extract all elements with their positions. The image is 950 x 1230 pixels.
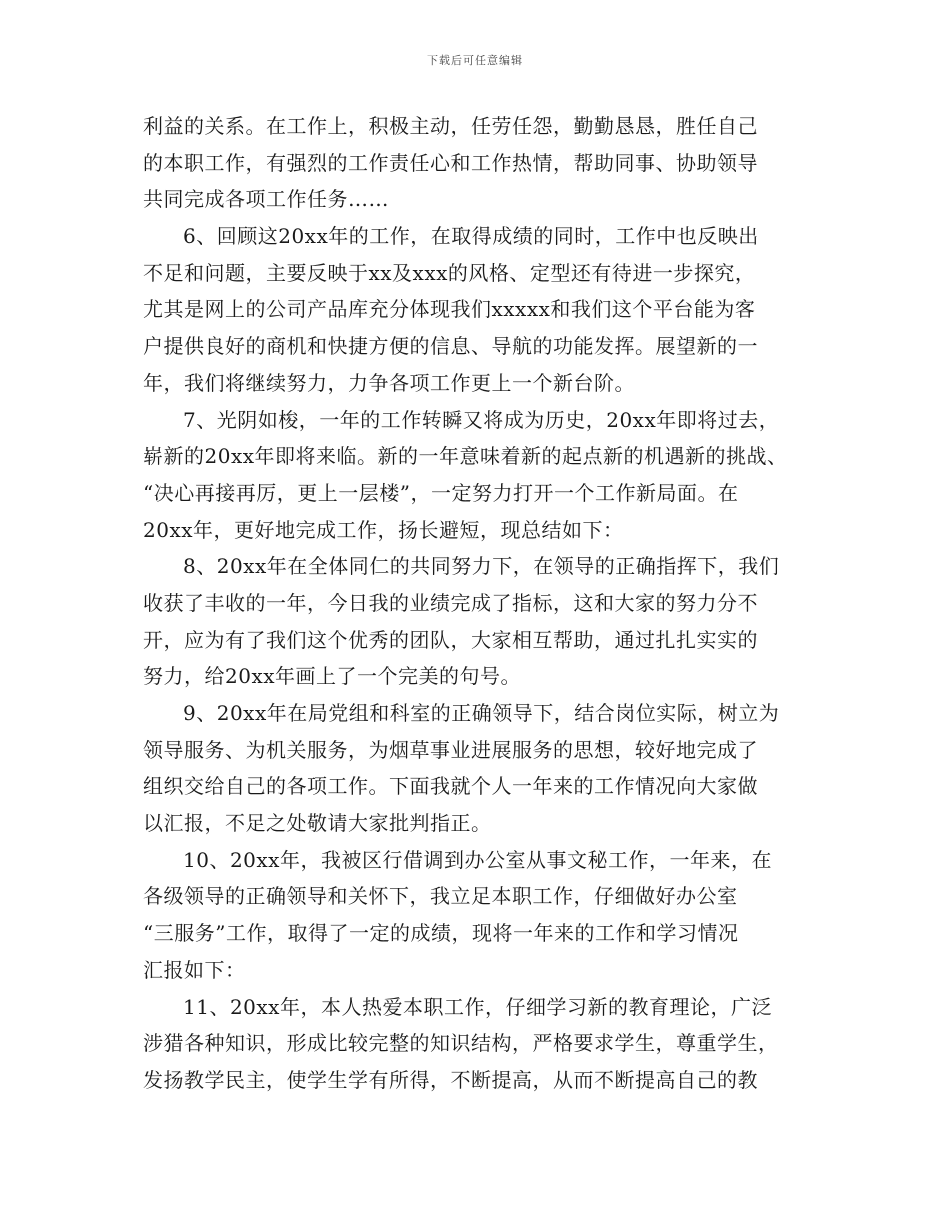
text-line: 不足和问题，主要反映于xx及xxx的风格、定型还有待进一步探究， xyxy=(143,260,756,285)
text-line: “决心再接再厉，更上一层楼”，一定努力打开一个工作新局面。在 xyxy=(143,480,739,505)
text-line: 崭新的20xx年即将来临。新的一年意味着新的起点新的机遇新的挑战、 xyxy=(143,444,788,469)
text-line: 户提供良好的商机和快捷方便的信息、导航的功能发挥。展望新的一 xyxy=(143,334,758,359)
text-line: 8、20xx年在全体同仁的共同努力下，在领导的正确指挥下，我们 xyxy=(183,554,780,579)
text-line: 11、20xx年，本人热爱本职工作，仔细学习新的教育理论，广泛 xyxy=(183,994,772,1019)
text-line: 6、回顾这20xx年的工作，在取得成绩的同时，工作中也反映出 xyxy=(183,224,759,249)
text-line: 汇报如下： xyxy=(143,957,246,982)
text-line: 各级领导的正确领导和关怀下，我立足本职工作，仔细做好办公室 xyxy=(143,884,738,909)
text-line: 收获了丰收的一年，今日我的业绩完成了指标，这和大家的努力分不 xyxy=(143,590,758,615)
page-header: 下载后可任意编辑 xyxy=(427,54,523,67)
text-line: 尤其是网上的公司产品库充分体现我们xxxxx和我们这个平台能为客 xyxy=(143,297,756,322)
text-line: 涉猎各种知识，形成比较完整的知识结构，严格要求学生，尊重学生， xyxy=(143,1031,779,1056)
text-line: 7、光阴如梭，一年的工作转瞬又将成为历史，20xx年即将过去， xyxy=(183,407,780,432)
text-line: 发扬教学民主，使学生学有所得，不断提高，从而不断提高自己的教 xyxy=(143,1067,758,1092)
text-line: 以汇报，不足之处敬请大家批判指正。 xyxy=(143,811,492,836)
text-line: 年，我们将继续努力，力争各项工作更上一个新台阶。 xyxy=(143,370,635,395)
text-line: 组织交给自己的各项工作。下面我就个人一年来的工作情况向大家做 xyxy=(143,774,758,799)
text-line: 领导服务、为机关服务，为烟草事业进展服务的思想，较好地完成了 xyxy=(143,737,758,762)
text-line: 开，应为有了我们这个优秀的团队，大家相互帮助，通过扎扎实实的 xyxy=(143,627,758,652)
text-line: 10、20xx年，我被区行借调到办公室从事文秘工作，一年来，在 xyxy=(183,847,772,872)
text-line: 共同完成各项工作任务…… xyxy=(143,187,389,212)
text-line: 努力，给20xx年画上了一个完美的句号。 xyxy=(143,664,522,689)
text-line: 9、20xx年在局党组和科室的正确领导下，结合岗位实际，树立为 xyxy=(183,701,780,725)
text-line: “三服务”工作，取得了一定的成绩，现将一年来的工作和学习情况 xyxy=(143,921,739,946)
text-line: 20xx年，更好地完成工作，扬长避短，现总结如下： xyxy=(143,517,624,542)
document-body xyxy=(143,108,807,1099)
text-line: 利益的关系。在工作上，积极主动，任劳任怨，勤勤恳恳，胜任自己 xyxy=(143,114,758,138)
text-line: 的本职工作，有强烈的工作责任心和工作热情，帮助同事、协助领导 xyxy=(143,150,758,175)
